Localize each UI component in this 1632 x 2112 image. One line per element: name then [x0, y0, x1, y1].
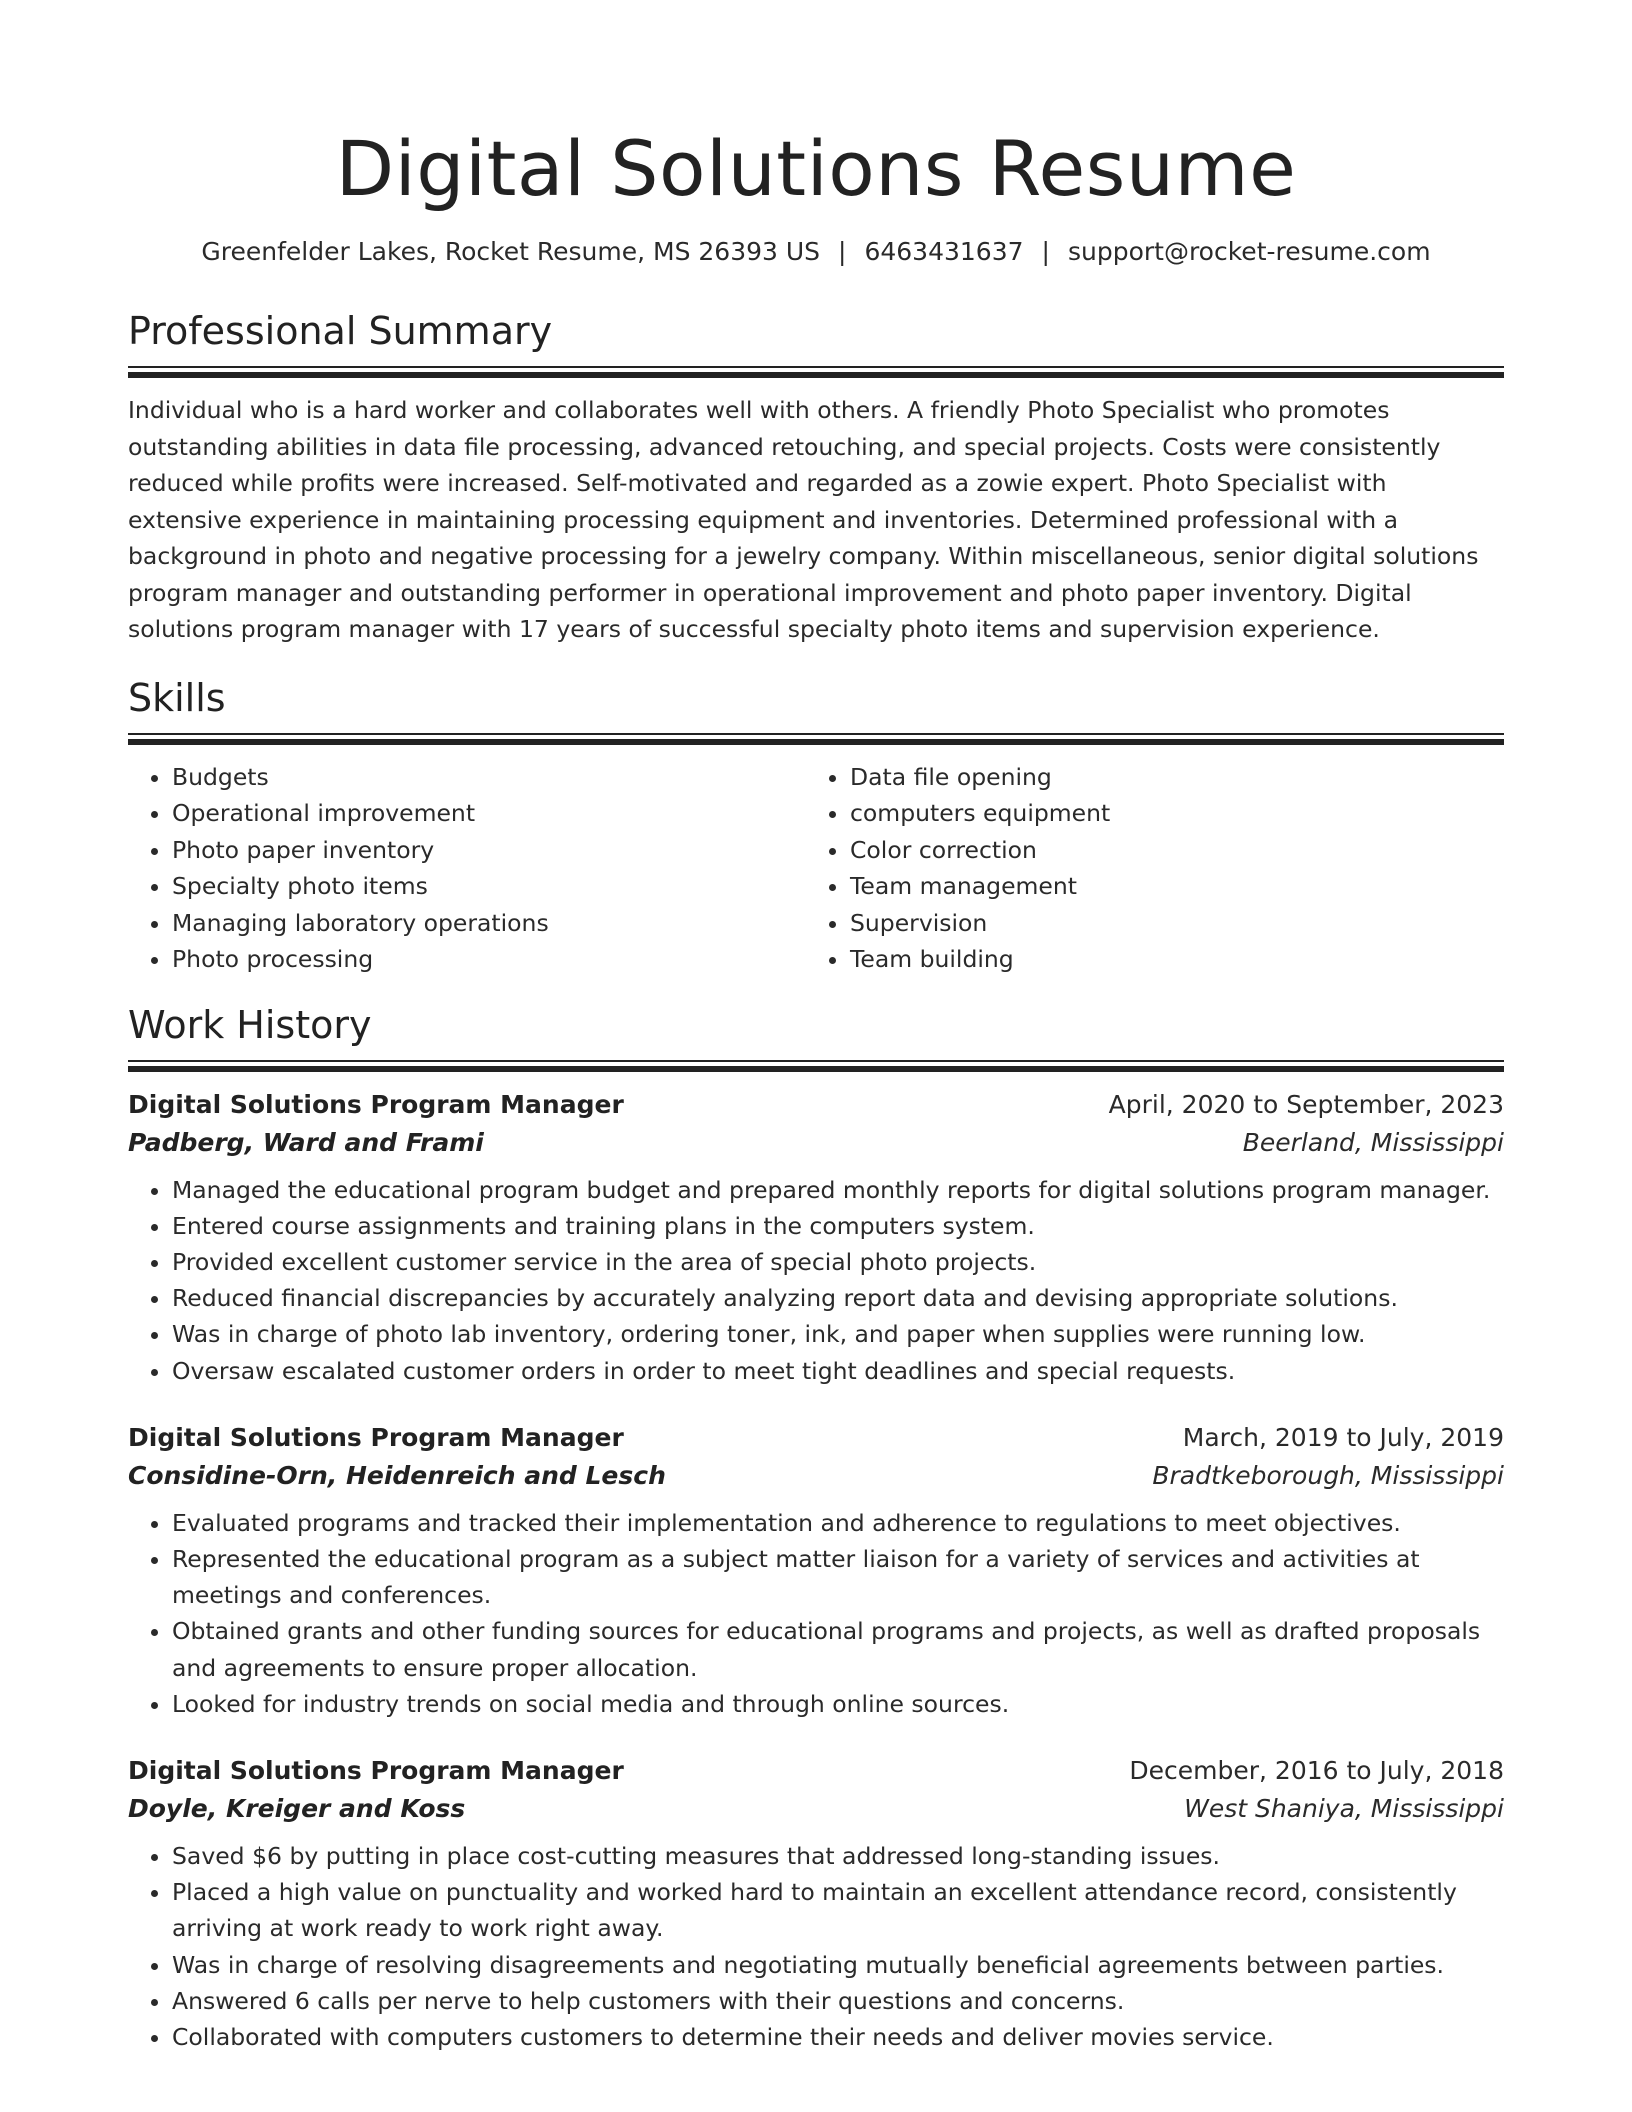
section-title-summary: Professional Summary — [128, 309, 553, 353]
job-bullet: • Provided excellent customer service in the area of special photo projects. — [172, 1244, 1504, 1280]
section-divider — [128, 733, 1504, 745]
contact-separator: | — [838, 237, 847, 266]
job-company: Doyle, Kreiger and Koss — [128, 1793, 466, 1823]
resume-title: Digital Solutions Resume — [335, 124, 1297, 213]
job-bullet: • Was in charge of resolving disagreements and negotiating mutually beneficial agreements between parties. — [172, 1947, 1504, 1983]
job-subheader — [128, 1124, 1504, 1162]
job-bullet: • Represented the educational program as a subject matter liaison for a variety of services and activities at meetings and conferences. — [172, 1541, 1504, 1613]
skill-item: • Photo paper inventory — [172, 832, 806, 869]
job-company: Considine-Orn, Heidenreich and Lesch — [128, 1460, 666, 1490]
job-bullet: • Was in charge of photo lab inventory, ordering toner, ink, and paper when supplies were running low. — [172, 1316, 1504, 1352]
contact-line — [128, 236, 1504, 268]
job-bullet: • Collaborated with computers customers to determine their needs and deliver movies service. — [172, 2019, 1504, 2055]
job-bullet: • Obtained grants and other funding sources for educational programs and projects, as well as drafted proposals and agreements to ensure proper allocation. — [172, 1613, 1504, 1685]
job-subheader — [128, 1790, 1504, 1828]
job-company: Padberg, Ward and Frami — [128, 1127, 484, 1157]
job-location: West Shaniya, Mississippi — [1184, 1793, 1504, 1823]
contact-email: support@rocket-resume.com — [1067, 237, 1431, 266]
job-bullet: • Oversaw escalated customer orders in order to meet tight deadlines and special requests. — [172, 1353, 1504, 1389]
resume-page — [128, 0, 1504, 2055]
summary-section — [128, 308, 1504, 648]
job-title: Digital Solutions Program Manager — [128, 1755, 624, 1785]
job-bullet: • Entered course assignments and training plans in the computers system. — [172, 1208, 1504, 1244]
summary-text: Individual who is a hard worker and collaborates well with others. A friendly Photo Specialist who promotes outstanding abilities in data file processing, advanced retouching, and special projects. Costs were consistently reduced while profits were increased. Self-motivated and regarded as a zowie expert. Photo Specialist with extensive experience in maintaining processing equipment and inventories. Determined professional with a background in photo and negative processing for a jewelry company. Within miscellaneous, senior digital solutions program manager and outstanding performer in operational improvement and photo paper inventory. Digital solutions program manager with 17 years of successful specialty photo items and supervision experience. — [128, 396, 1479, 643]
job-header — [128, 1086, 1504, 1124]
contact-phone: 6463431637 — [864, 237, 1024, 266]
skill-item: • Photo processing — [172, 941, 806, 978]
skill-item: • Supervision — [850, 905, 1484, 942]
skills-list-right — [806, 759, 1484, 978]
job-location: Beerland, Mississippi — [1242, 1127, 1504, 1157]
job-dates: March, 2019 to July, 2019 — [1182, 1422, 1504, 1452]
job-bullet: • Answered 6 calls per nerve to help customers with their questions and concerns. — [172, 1983, 1504, 2019]
job-location: Bradtkeborough, Mississippi — [1152, 1460, 1504, 1490]
skill-item: • Specialty photo items — [172, 868, 806, 905]
job-bullet: • Managed the educational program budget and prepared monthly reports for digital solutions program manager. — [172, 1172, 1504, 1208]
job-bullet: • Reduced financial discrepancies by accurately analyzing report data and devising appropriate solutions. — [172, 1280, 1504, 1316]
skill-item: • Budgets — [172, 759, 806, 796]
section-title-skills: Skills — [128, 675, 226, 720]
skills-section — [128, 675, 1504, 978]
skills-columns — [128, 759, 1504, 978]
skill-item: • Managing laboratory operations — [172, 905, 806, 942]
job-dates: December, 2016 to July, 2018 — [1129, 1755, 1504, 1785]
skill-item: • Team building — [850, 941, 1484, 978]
job-bullet: • Evaluated programs and tracked their implementation and adherence to regulations to meet objectives. — [172, 1505, 1504, 1541]
section-title-work-history: Work History — [128, 1002, 372, 1047]
skill-item: • Color correction — [850, 832, 1484, 869]
job-bullet: • Looked for industry trends on social media and through online sources. — [172, 1686, 1504, 1722]
job-bullets — [128, 1172, 1504, 1389]
skills-list-left — [128, 759, 806, 978]
work-history-section — [128, 1002, 1504, 2056]
job-bullets — [128, 1505, 1504, 1722]
job-subheader — [128, 1457, 1504, 1495]
section-divider — [128, 1060, 1504, 1072]
skill-item: • Data file opening — [850, 759, 1484, 796]
skill-item: • Operational improvement — [172, 795, 806, 832]
job-bullet: • Placed a high value on punctuality and worked hard to maintain an excellent attendance record, consistently arriving at work ready to work right away. — [172, 1874, 1504, 1946]
job-title: Digital Solutions Program Manager — [128, 1422, 624, 1452]
job-bullets — [128, 1838, 1504, 2055]
contact-address: Greenfelder Lakes, Rocket Resume, MS 26393 US — [201, 237, 821, 266]
job-header — [128, 1752, 1504, 1790]
job-bullet: • Saved $6 by putting in place cost-cutting measures that addressed long-standing issues. — [172, 1838, 1504, 1874]
contact-separator: | — [1041, 237, 1050, 266]
skill-item: • Team management — [850, 868, 1484, 905]
job-entry — [128, 1086, 1504, 1389]
job-dates: April, 2020 to September, 2023 — [1108, 1089, 1504, 1119]
skill-item: • computers equipment — [850, 795, 1484, 832]
job-entry — [128, 1752, 1504, 2055]
job-title: Digital Solutions Program Manager — [128, 1089, 624, 1119]
section-divider — [128, 366, 1504, 378]
job-header — [128, 1419, 1504, 1457]
job-entry — [128, 1419, 1504, 1722]
